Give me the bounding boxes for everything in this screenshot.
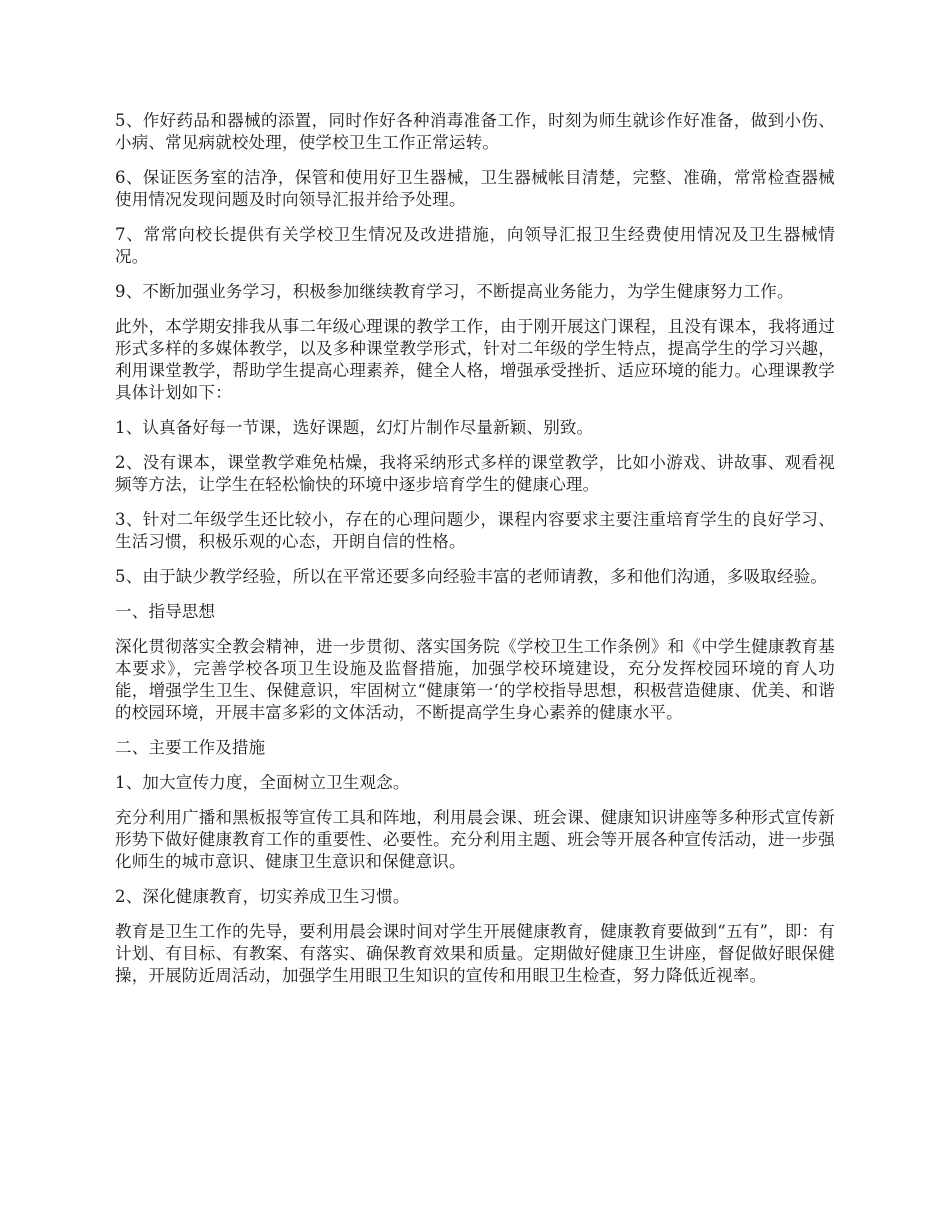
section-heading: 一、指导思想 bbox=[115, 602, 216, 621]
paragraph: 6、保证医务室的洁净，保管和使用好卫生器械，卫生器械帐目清楚，完整、准确，常常检查器械使用情况发现问题及时向领导汇报并给予处理。 bbox=[115, 168, 835, 209]
paragraph: 2、没有课本，课堂教学难免枯燥，我将采纳形式多样的课堂教学，比如小游戏、讲故事、观看视频等方法，让学生在轻松愉快的环境中逐步培育学生的健康心理。 bbox=[115, 453, 835, 494]
section-heading: 二、主要工作及措施 bbox=[115, 738, 266, 757]
subsection-heading: 1、加大宣传力度，全面树立卫生观念。 bbox=[115, 773, 410, 792]
paragraph: 3、针对二年级学生还比较小，存在的心理问题少，课程内容要求主要注重培育学生的良好学习、生活习惯，积极乐观的心态，开朗自信的性格。 bbox=[115, 510, 835, 551]
paragraph: 此外，本学期安排我从事二年级心理课的教学工作，由于刚开展这门课程，且没有课本，我将通过形式多样的多媒体教学，以及多种课堂教学形式，针对二年级的学生特点，提高学生的学习兴趣，利用课堂教学，帮助学生提高心理素养，健全人格，增强承受挫折、适应环境的能力。心理课教学具体计划如下： bbox=[115, 317, 835, 402]
subsection-heading: 2、深化健康教育，切实养成卫生习惯。 bbox=[115, 887, 410, 906]
paragraph: 9、不断加强业务学习，积极参加继续教育学习，不断提高业务能力，为学生健康努力工作。 bbox=[115, 282, 794, 301]
paragraph: 5、由于缺少教学经验，所以在平常还要多向经验丰富的老师请教，多和他们沟通，多吸取经验。 bbox=[115, 567, 828, 586]
paragraph: 1、认真备好每一节课，选好课题，幻灯片制作尽量新颖、别致。 bbox=[115, 418, 594, 437]
paragraph: 教育是卫生工作的先导，要利用晨会课时间对学生开展健康教育，健康教育要做到“五有”，即：有计划、有目标、有教案、有落实、确保教育效果和质量。定期做好健康卫生讲座，督促做好眼保健操，开展防近周活动，加强学生用眼卫生知识的宣传和用眼卫生检查，努力降低近视率。 bbox=[115, 922, 835, 985]
paragraph: 充分利用广播和黑板报等宣传工具和阵地，利用晨会课、班会课、健康知识讲座等多种形式宣传新形势下做好健康教育工作的重要性、必要性。充分利用主题、班会等开展各种宣传活动，进一步强化师生的城市意识、健康卫生意识和保健意识。 bbox=[115, 808, 835, 871]
document-body bbox=[115, 110, 835, 1000]
paragraph: 7、常常向校长提供有关学校卫生情况及改进措施，向领导汇报卫生经费使用情况及卫生器械情况。 bbox=[115, 225, 835, 266]
paragraph: 深化贯彻落实全教会精神，进一步贯彻、落实国务院《学校卫生工作条例》和《中学生健康教育基本要求》，完善学校各项卫生设施及监督措施，加强学校环境建设，充分发挥校园环境的育人功能，增强学生卫生、保健意识，牢固树立“健康第一‘的学校指导思想，积极营造健康、优美、和谐的校园环境，开展丰富多彩的文体活动，不断提高学生身心素养的健康水平。 bbox=[115, 637, 835, 722]
paragraph: 5、作好药品和器械的添置，同时作好各种消毒准备工作，时刻为师生就诊作好准备，做到小伤、小病、常见病就校处理，使学校卫生工作正常运转。 bbox=[115, 111, 835, 152]
